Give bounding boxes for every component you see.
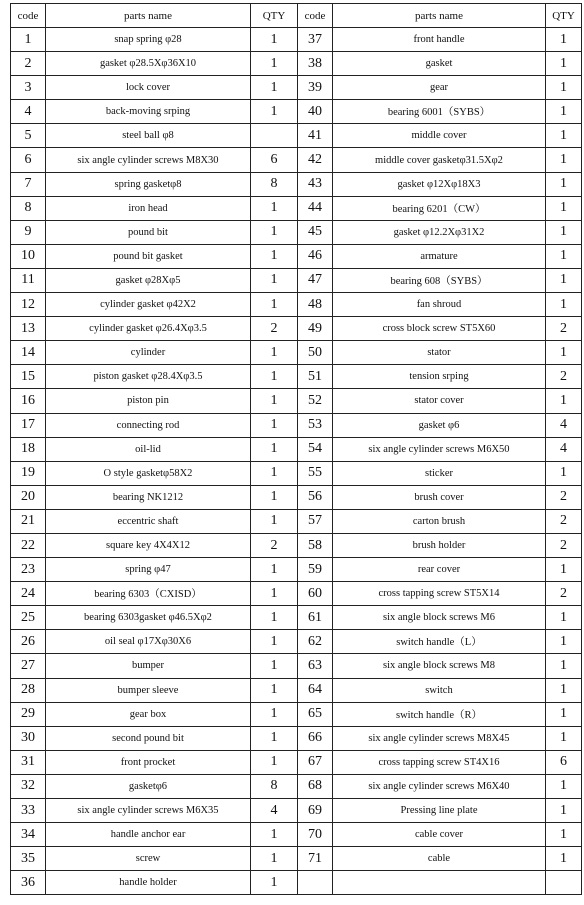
part-code-cell: 39 [298, 76, 333, 100]
part-code-cell [298, 871, 333, 895]
part-code-cell: 10 [11, 244, 46, 268]
part-code-cell: 17 [11, 413, 46, 437]
part-qty-cell: 1 [546, 172, 582, 196]
part-qty-cell: 1 [546, 558, 582, 582]
table-row [11, 823, 582, 847]
table-row [11, 509, 582, 533]
part-code-cell: 53 [298, 413, 333, 437]
part-code-cell: 61 [298, 606, 333, 630]
header-parts-name-left: parts name [46, 4, 251, 28]
part-code-cell: 65 [298, 702, 333, 726]
part-qty-cell: 1 [546, 799, 582, 823]
part-qty-cell: 1 [546, 389, 582, 413]
part-name-cell: gasket [333, 52, 546, 76]
part-qty-cell: 1 [251, 389, 298, 413]
part-qty-cell: 1 [546, 220, 582, 244]
part-code-cell: 48 [298, 293, 333, 317]
part-qty-cell: 1 [251, 678, 298, 702]
table-row [11, 268, 582, 292]
table-row [11, 750, 582, 774]
part-name-cell: switch handle（R） [333, 702, 546, 726]
part-qty-cell: 1 [251, 437, 298, 461]
part-code-cell: 71 [298, 847, 333, 871]
part-name-cell: middle cover gasketφ31.5Xφ2 [333, 148, 546, 172]
part-name-cell: gasket φ6 [333, 413, 546, 437]
part-name-cell: six angle cylinder screws M6X35 [46, 799, 251, 823]
part-code-cell: 28 [11, 678, 46, 702]
part-code-cell: 29 [11, 702, 46, 726]
part-code-cell: 69 [298, 799, 333, 823]
part-code-cell: 18 [11, 437, 46, 461]
part-qty-cell: 1 [546, 244, 582, 268]
part-name-cell: gasket φ28Xφ5 [46, 268, 251, 292]
part-qty-cell: 1 [251, 244, 298, 268]
part-qty-cell: 1 [251, 654, 298, 678]
part-name-cell: cylinder gasket φ26.4Xφ3.5 [46, 317, 251, 341]
part-qty-cell: 1 [251, 630, 298, 654]
table-row [11, 28, 582, 52]
table-row [11, 148, 582, 172]
parts-table [10, 3, 582, 895]
part-qty-cell: 1 [251, 28, 298, 52]
part-qty-cell: 2 [546, 365, 582, 389]
part-code-cell: 50 [298, 341, 333, 365]
part-name-cell: stator [333, 341, 546, 365]
part-name-cell: steel ball φ8 [46, 124, 251, 148]
part-name-cell: rear cover [333, 558, 546, 582]
part-name-cell: bearing 608（SYBS） [333, 268, 546, 292]
table-row [11, 558, 582, 582]
part-name-cell: iron head [46, 196, 251, 220]
part-name-cell: switch [333, 678, 546, 702]
part-code-cell: 26 [11, 630, 46, 654]
part-code-cell: 45 [298, 220, 333, 244]
part-name-cell: snap spring φ28 [46, 28, 251, 52]
part-code-cell: 3 [11, 76, 46, 100]
table-row [11, 871, 582, 895]
table-row [11, 76, 582, 100]
part-qty-cell: 2 [546, 533, 582, 557]
part-name-cell: cylinder gasket φ42X2 [46, 293, 251, 317]
part-code-cell: 56 [298, 485, 333, 509]
part-qty-cell: 4 [546, 413, 582, 437]
part-code-cell: 38 [298, 52, 333, 76]
part-code-cell: 67 [298, 750, 333, 774]
part-name-cell: tension srping [333, 365, 546, 389]
part-name-cell: six angle cylinder screws M8X45 [333, 726, 546, 750]
part-code-cell: 2 [11, 52, 46, 76]
part-qty-cell: 1 [251, 871, 298, 895]
part-qty-cell: 1 [546, 28, 582, 52]
part-name-cell: six angle cylinder screws M6X40 [333, 774, 546, 798]
part-qty-cell: 1 [251, 293, 298, 317]
part-qty-cell: 2 [251, 533, 298, 557]
part-qty-cell: 8 [251, 172, 298, 196]
table-row [11, 582, 582, 606]
part-name-cell: carton brush [333, 509, 546, 533]
part-name-cell: armature [333, 244, 546, 268]
part-qty-cell: 1 [251, 606, 298, 630]
part-qty-cell: 1 [251, 461, 298, 485]
part-code-cell: 13 [11, 317, 46, 341]
part-qty-cell: 1 [546, 293, 582, 317]
part-code-cell: 51 [298, 365, 333, 389]
table-row [11, 799, 582, 823]
part-code-cell: 42 [298, 148, 333, 172]
part-name-cell: switch handle（L） [333, 630, 546, 654]
part-code-cell: 4 [11, 100, 46, 124]
table-row [11, 437, 582, 461]
part-name-cell: six angle block screws M6 [333, 606, 546, 630]
table-row [11, 413, 582, 437]
part-code-cell: 32 [11, 774, 46, 798]
part-name-cell: gasketφ6 [46, 774, 251, 798]
part-name-cell: cross block screw ST5X60 [333, 317, 546, 341]
header-qty-left: QTY [251, 4, 298, 28]
part-code-cell: 33 [11, 799, 46, 823]
part-code-cell: 14 [11, 341, 46, 365]
part-name-cell: gasket φ28.5Xφ36X10 [46, 52, 251, 76]
part-name-cell: handle holder [46, 871, 251, 895]
part-name-cell: gear [333, 76, 546, 100]
part-code-cell: 34 [11, 823, 46, 847]
part-code-cell: 44 [298, 196, 333, 220]
table-row [11, 702, 582, 726]
header-row [11, 4, 582, 28]
part-name-cell: cross tapping screw ST5X14 [333, 582, 546, 606]
part-qty-cell: 1 [251, 509, 298, 533]
part-qty-cell: 1 [251, 726, 298, 750]
part-code-cell: 20 [11, 485, 46, 509]
part-qty-cell: 2 [546, 509, 582, 533]
part-code-cell: 63 [298, 654, 333, 678]
part-code-cell: 40 [298, 100, 333, 124]
part-code-cell: 8 [11, 196, 46, 220]
part-code-cell: 11 [11, 268, 46, 292]
table-row [11, 774, 582, 798]
part-code-cell: 55 [298, 461, 333, 485]
part-name-cell: gear box [46, 702, 251, 726]
part-code-cell: 24 [11, 582, 46, 606]
part-name-cell: middle cover [333, 124, 546, 148]
part-name-cell: six angle block screws M8 [333, 654, 546, 678]
part-qty-cell: 1 [251, 100, 298, 124]
part-code-cell: 54 [298, 437, 333, 461]
table-row [11, 533, 582, 557]
part-qty-cell: 1 [546, 196, 582, 220]
part-qty-cell [546, 871, 582, 895]
part-qty-cell: 1 [546, 702, 582, 726]
part-code-cell: 43 [298, 172, 333, 196]
header-code-left: code [11, 4, 46, 28]
part-name-cell: gasket φ12Xφ18X3 [333, 172, 546, 196]
part-qty-cell: 2 [546, 317, 582, 341]
part-name-cell: handle anchor ear [46, 823, 251, 847]
part-qty-cell: 1 [546, 341, 582, 365]
part-code-cell: 49 [298, 317, 333, 341]
part-code-cell: 60 [298, 582, 333, 606]
part-code-cell: 46 [298, 244, 333, 268]
part-name-cell: fan shroud [333, 293, 546, 317]
part-qty-cell: 1 [251, 268, 298, 292]
part-qty-cell: 1 [546, 726, 582, 750]
part-name-cell: sticker [333, 461, 546, 485]
part-name-cell: cylinder [46, 341, 251, 365]
part-code-cell: 70 [298, 823, 333, 847]
part-name-cell: back-moving srping [46, 100, 251, 124]
table-row [11, 317, 582, 341]
part-code-cell: 25 [11, 606, 46, 630]
part-name-cell: screw [46, 847, 251, 871]
table-row [11, 365, 582, 389]
part-qty-cell: 1 [546, 630, 582, 654]
part-qty-cell: 2 [546, 582, 582, 606]
part-name-cell: bearing 6303gasket φ46.5Xφ2 [46, 606, 251, 630]
part-code-cell: 52 [298, 389, 333, 413]
part-name-cell: oil-lid [46, 437, 251, 461]
part-name-cell: pound bit gasket [46, 244, 251, 268]
part-qty-cell: 1 [251, 341, 298, 365]
part-qty-cell: 1 [251, 823, 298, 847]
part-code-cell: 62 [298, 630, 333, 654]
part-qty-cell: 1 [251, 76, 298, 100]
part-qty-cell: 6 [546, 750, 582, 774]
part-code-cell: 66 [298, 726, 333, 750]
part-name-cell: Pressing line plate [333, 799, 546, 823]
table-row [11, 678, 582, 702]
part-name-cell: bumper [46, 654, 251, 678]
part-qty-cell: 1 [546, 823, 582, 847]
part-qty-cell: 1 [251, 750, 298, 774]
part-code-cell: 36 [11, 871, 46, 895]
part-qty-cell: 1 [546, 124, 582, 148]
part-code-cell: 22 [11, 533, 46, 557]
part-code-cell: 12 [11, 293, 46, 317]
part-qty-cell: 1 [251, 52, 298, 76]
part-code-cell: 19 [11, 461, 46, 485]
part-code-cell: 30 [11, 726, 46, 750]
part-code-cell: 59 [298, 558, 333, 582]
part-code-cell: 27 [11, 654, 46, 678]
part-qty-cell: 1 [546, 847, 582, 871]
table-row [11, 172, 582, 196]
table-row [11, 220, 582, 244]
table-row [11, 341, 582, 365]
table-row [11, 630, 582, 654]
table-row [11, 124, 582, 148]
part-name-cell: stator cover [333, 389, 546, 413]
part-qty-cell: 1 [546, 52, 582, 76]
part-name-cell: six angle cylinder screws M6X50 [333, 437, 546, 461]
part-qty-cell: 1 [251, 847, 298, 871]
part-code-cell: 35 [11, 847, 46, 871]
part-qty-cell: 1 [251, 582, 298, 606]
part-name-cell: front handle [333, 28, 546, 52]
part-name-cell: second pound bit [46, 726, 251, 750]
part-qty-cell: 1 [251, 220, 298, 244]
header-code-right: code [298, 4, 333, 28]
part-name-cell: eccentric shaft [46, 509, 251, 533]
part-qty-cell: 2 [251, 317, 298, 341]
part-code-cell: 16 [11, 389, 46, 413]
part-qty-cell: 1 [251, 365, 298, 389]
part-name-cell: front procket [46, 750, 251, 774]
part-name-cell: spring φ47 [46, 558, 251, 582]
part-name-cell: square key 4X4X12 [46, 533, 251, 557]
part-name-cell: gasket φ12.2Xφ31X2 [333, 220, 546, 244]
table-row [11, 654, 582, 678]
table-row [11, 726, 582, 750]
part-name-cell: bearing 6201（CW） [333, 196, 546, 220]
part-qty-cell: 1 [546, 774, 582, 798]
part-code-cell: 31 [11, 750, 46, 774]
part-name-cell: six angle cylinder screws M8X30 [46, 148, 251, 172]
part-code-cell: 41 [298, 124, 333, 148]
header-parts-name-right: parts name [333, 4, 546, 28]
part-qty-cell: 1 [546, 678, 582, 702]
part-code-cell: 64 [298, 678, 333, 702]
part-name-cell: oil seal φ17Xφ30X6 [46, 630, 251, 654]
part-code-cell: 68 [298, 774, 333, 798]
part-qty-cell: 1 [546, 148, 582, 172]
table-row [11, 847, 582, 871]
table-row [11, 606, 582, 630]
part-qty-cell: 1 [251, 558, 298, 582]
part-qty-cell: 8 [251, 774, 298, 798]
part-name-cell: connecting rod [46, 413, 251, 437]
part-name-cell: piston pin [46, 389, 251, 413]
part-qty-cell: 1 [546, 268, 582, 292]
part-qty-cell: 1 [546, 100, 582, 124]
part-code-cell: 58 [298, 533, 333, 557]
header-qty-right: QTY [546, 4, 582, 28]
table-row [11, 389, 582, 413]
part-name-cell: bearing NK1212 [46, 485, 251, 509]
part-qty-cell: 6 [251, 148, 298, 172]
table-row [11, 100, 582, 124]
part-qty-cell: 1 [546, 76, 582, 100]
table-row [11, 196, 582, 220]
part-qty-cell: 1 [251, 196, 298, 220]
part-qty-cell: 4 [251, 799, 298, 823]
table-row [11, 293, 582, 317]
part-name-cell: O style gasketφ58X2 [46, 461, 251, 485]
table-body [11, 28, 582, 895]
part-code-cell: 6 [11, 148, 46, 172]
table-row [11, 461, 582, 485]
part-name-cell: cable [333, 847, 546, 871]
part-name-cell: brush cover [333, 485, 546, 509]
part-code-cell: 47 [298, 268, 333, 292]
part-name-cell: brush holder [333, 533, 546, 557]
part-qty-cell [251, 124, 298, 148]
part-name-cell: bearing 6303（CXISD） [46, 582, 251, 606]
part-qty-cell: 4 [546, 437, 582, 461]
part-qty-cell: 1 [546, 461, 582, 485]
part-code-cell: 21 [11, 509, 46, 533]
part-qty-cell: 1 [546, 606, 582, 630]
part-qty-cell: 2 [546, 485, 582, 509]
part-name-cell: pound bit [46, 220, 251, 244]
part-code-cell: 1 [11, 28, 46, 52]
part-name-cell: bearing 6001（SYBS） [333, 100, 546, 124]
part-name-cell: lock cover [46, 76, 251, 100]
part-name-cell: bumper sleeve [46, 678, 251, 702]
part-name-cell [333, 871, 546, 895]
part-code-cell: 37 [298, 28, 333, 52]
table-row [11, 485, 582, 509]
part-name-cell: spring gasketφ8 [46, 172, 251, 196]
part-code-cell: 7 [11, 172, 46, 196]
part-code-cell: 5 [11, 124, 46, 148]
part-name-cell: piston gasket φ28.4Xφ3.5 [46, 365, 251, 389]
part-name-cell: cross tapping screw ST4X16 [333, 750, 546, 774]
part-qty-cell: 1 [251, 413, 298, 437]
part-qty-cell: 1 [546, 654, 582, 678]
table-row [11, 52, 582, 76]
part-code-cell: 57 [298, 509, 333, 533]
table-row [11, 244, 582, 268]
part-code-cell: 9 [11, 220, 46, 244]
part-code-cell: 15 [11, 365, 46, 389]
part-name-cell: cable cover [333, 823, 546, 847]
part-code-cell: 23 [11, 558, 46, 582]
part-qty-cell: 1 [251, 485, 298, 509]
part-qty-cell: 1 [251, 702, 298, 726]
